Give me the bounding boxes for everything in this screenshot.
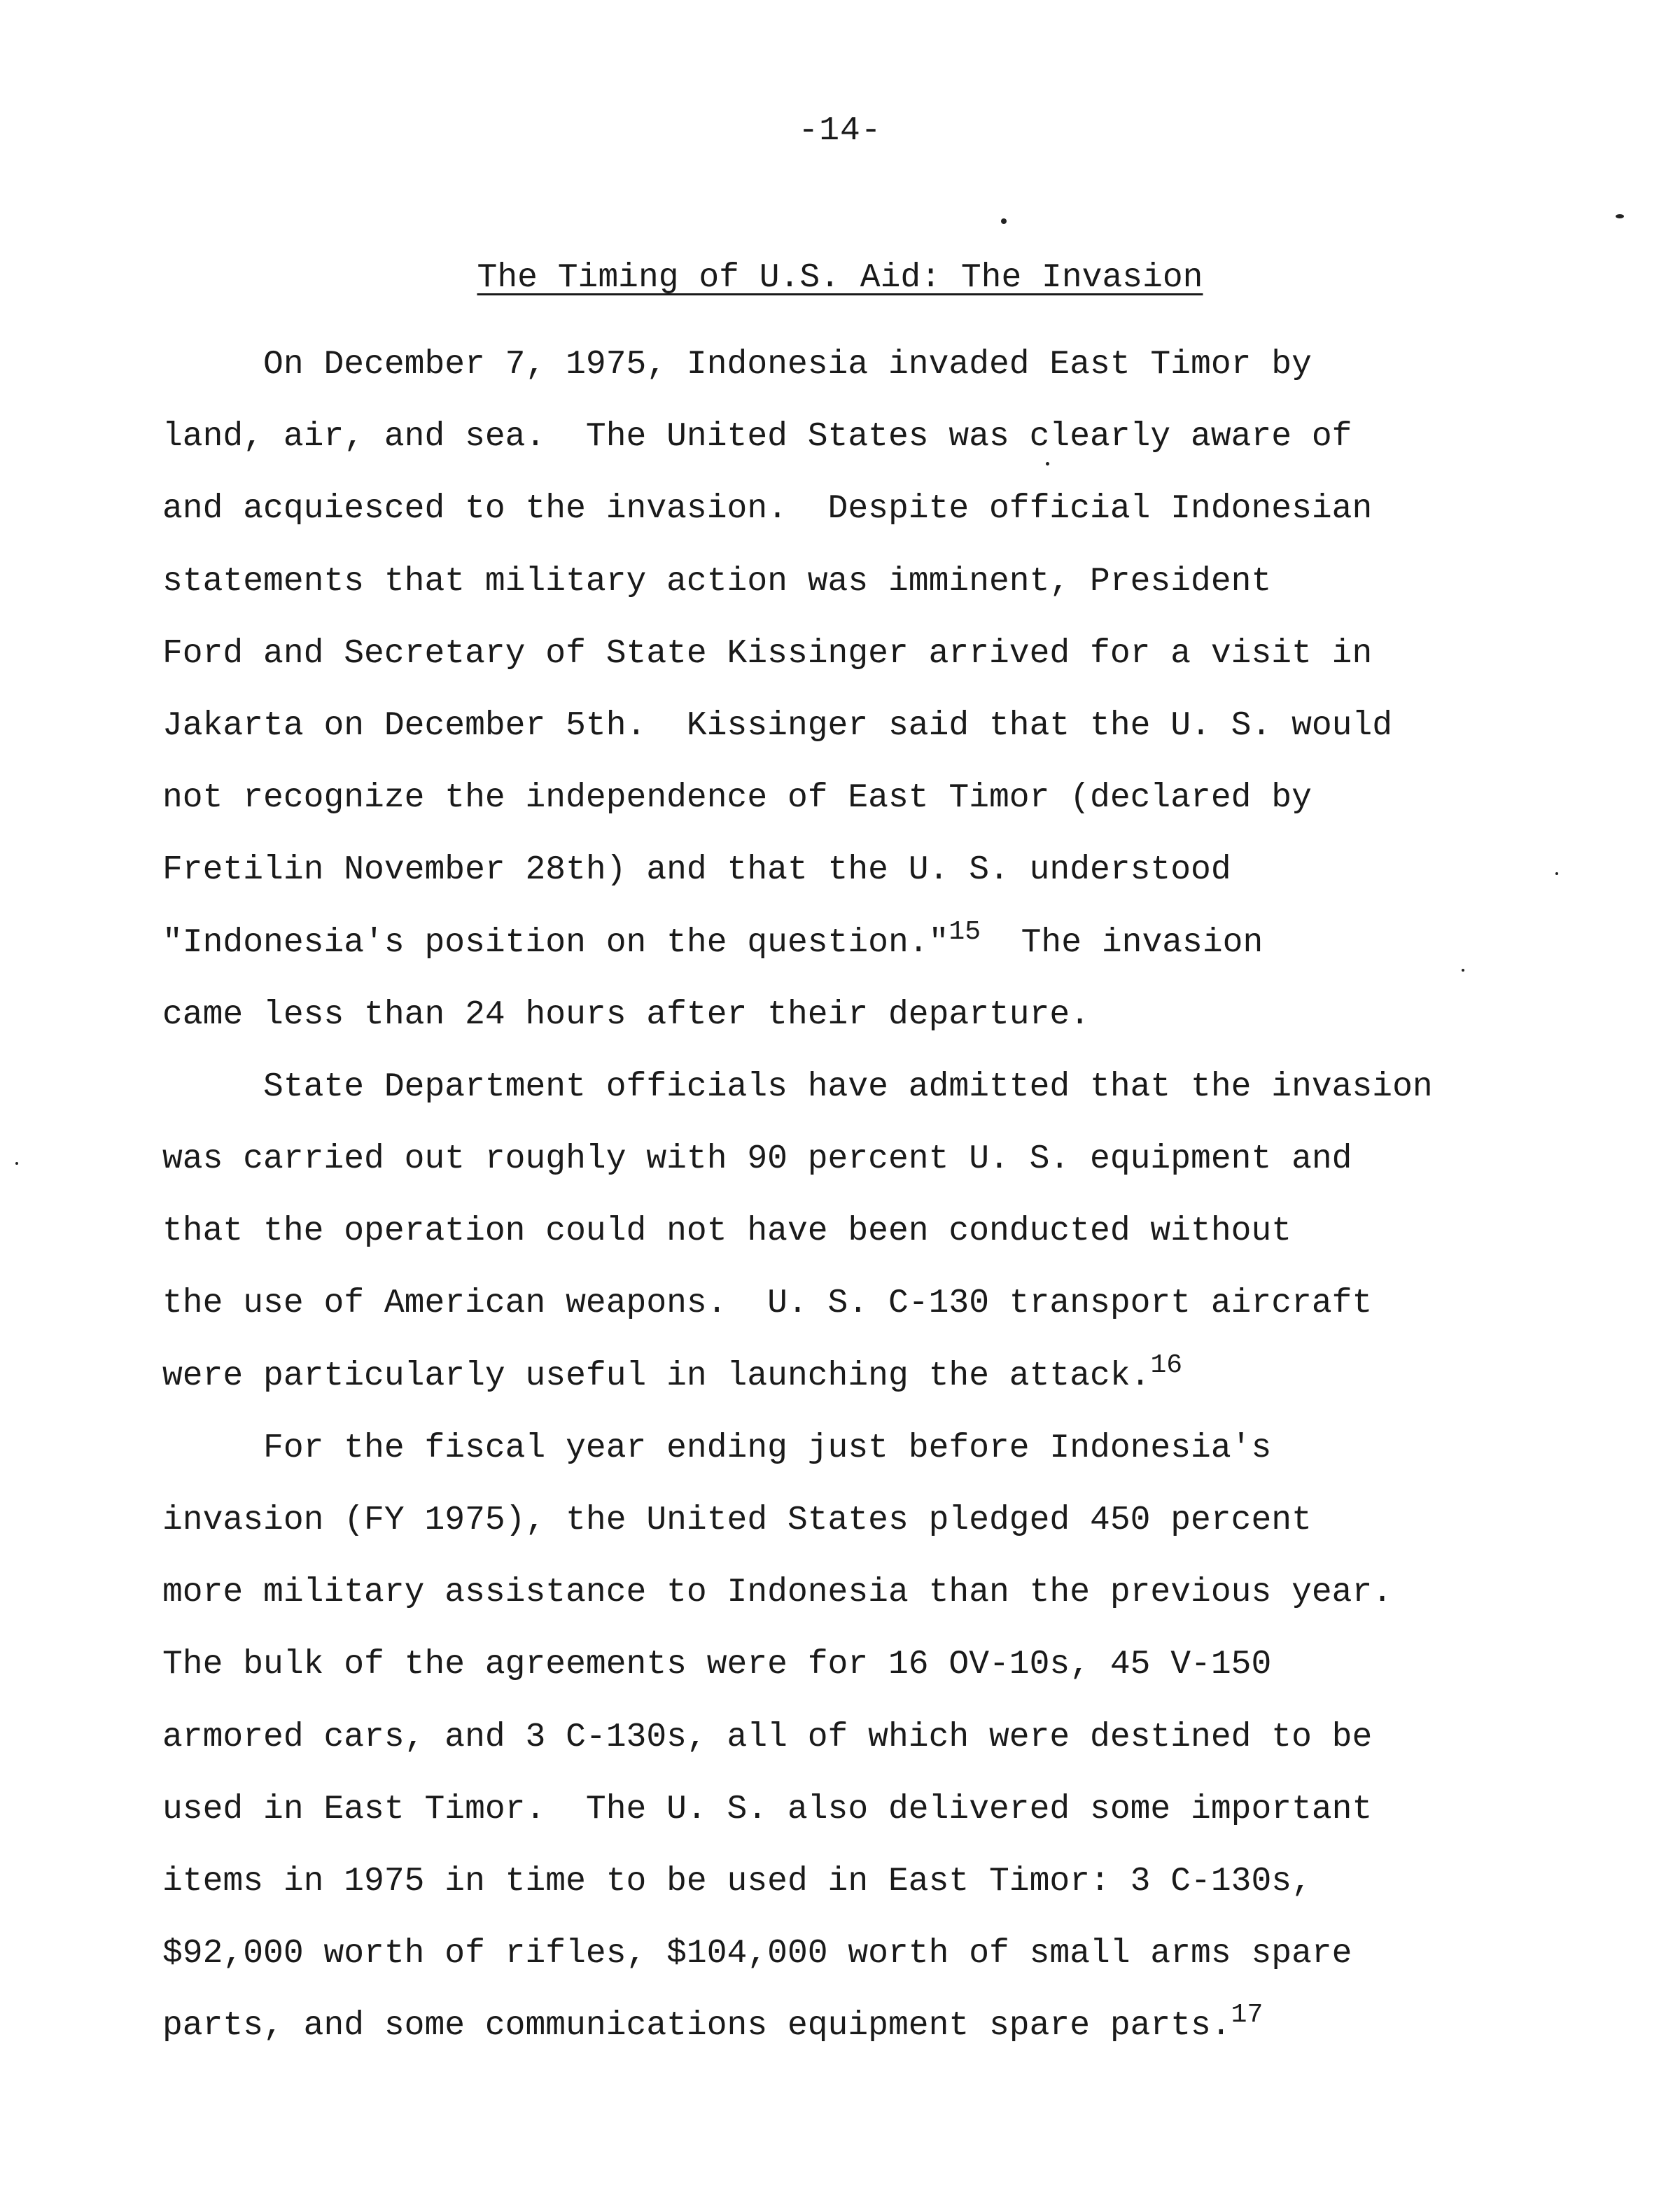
text-line: came less than 24 hours after their departure.: [162, 995, 1091, 1034]
text-line: not recognize the independence of East Timor (declared by: [162, 779, 1312, 818]
scan-speck: [15, 1162, 18, 1165]
text-line: armored cars, and 3 C-130s, all of which were destined to be: [162, 1718, 1373, 1756]
scan-speck: [1616, 214, 1624, 218]
line-text: were particularly useful in launching the attack.: [162, 1357, 1151, 1395]
text-line: and acquiesced to the invasion. Despite official Indonesian: [162, 490, 1373, 528]
text-line: The bulk of the agreements were for 16 OV-10s, 45 V-150: [162, 1646, 1272, 1684]
text-line: more military assistance to Indonesia than the previous year.: [162, 1574, 1393, 1612]
text-line: State Department officials have admitted that the invasion: [162, 1068, 1433, 1106]
line-text: The invasion: [981, 923, 1264, 962]
line-text: "Indonesia's position on the question.": [162, 923, 949, 962]
footnote-reference: 16: [1150, 1350, 1183, 1380]
text-line: Jakarta on December 5th. Kissinger said that the U. S. would: [162, 706, 1393, 745]
scan-speck: [1462, 969, 1464, 972]
footnote-reference: 17: [1231, 2000, 1264, 2031]
text-line: For the fiscal year ending just before Indonesia's: [162, 1429, 1272, 1467]
text-line: land, air, and sea. The United States was clearly aware of: [162, 418, 1352, 456]
text-line: Fretilin November 28th) and that the U. S. understood: [162, 851, 1231, 890]
scan-speck: [1001, 218, 1007, 224]
text-line: items in 1975 in time to be used in East Timor: 3 C-130s,: [162, 1862, 1312, 1900]
text-line: that the operation could not have been conducted without: [162, 1212, 1292, 1251]
section-heading: [0, 259, 1680, 297]
page-number: -14-: [798, 112, 882, 150]
text-line: [162, 1990, 1562, 2062]
section-heading-text: The Timing of U.S. Aid: The Invasion: [477, 259, 1203, 297]
text-line: invasion (FY 1975), the United States pledged 450 percent: [162, 1502, 1312, 1539]
paragraph-3: [162, 1413, 1562, 2063]
text-line: Ford and Secretary of State Kissinger arrived for a visit in: [162, 634, 1373, 673]
text-line: used in East Timor. The U. S. also delivered some important: [162, 1790, 1373, 1828]
text-line: [162, 1340, 1562, 1413]
scan-speck: [1555, 872, 1558, 875]
text-line: was carried out roughly with 90 percent U. S. equipment and: [162, 1140, 1352, 1179]
paragraph-1: [162, 329, 1562, 1051]
text-line: [162, 907, 1562, 979]
text-line: $92,000 worth of rifles, $104,000 worth of small arms spare: [162, 1935, 1352, 1973]
text-line: On December 7, 1975, Indonesia invaded East Timor by: [162, 346, 1312, 384]
text-line: statements that military action was imminent, President: [162, 562, 1272, 601]
body-text: [162, 329, 1562, 2063]
scan-speck: [1046, 462, 1049, 465]
text-line: the use of American weapons. U. S. C-130 transport aircraft: [162, 1284, 1373, 1323]
paragraph-2: [162, 1051, 1562, 1413]
footnote-reference: 15: [948, 916, 981, 947]
line-text: parts, and some communications equipment spare parts.: [162, 2007, 1231, 2045]
